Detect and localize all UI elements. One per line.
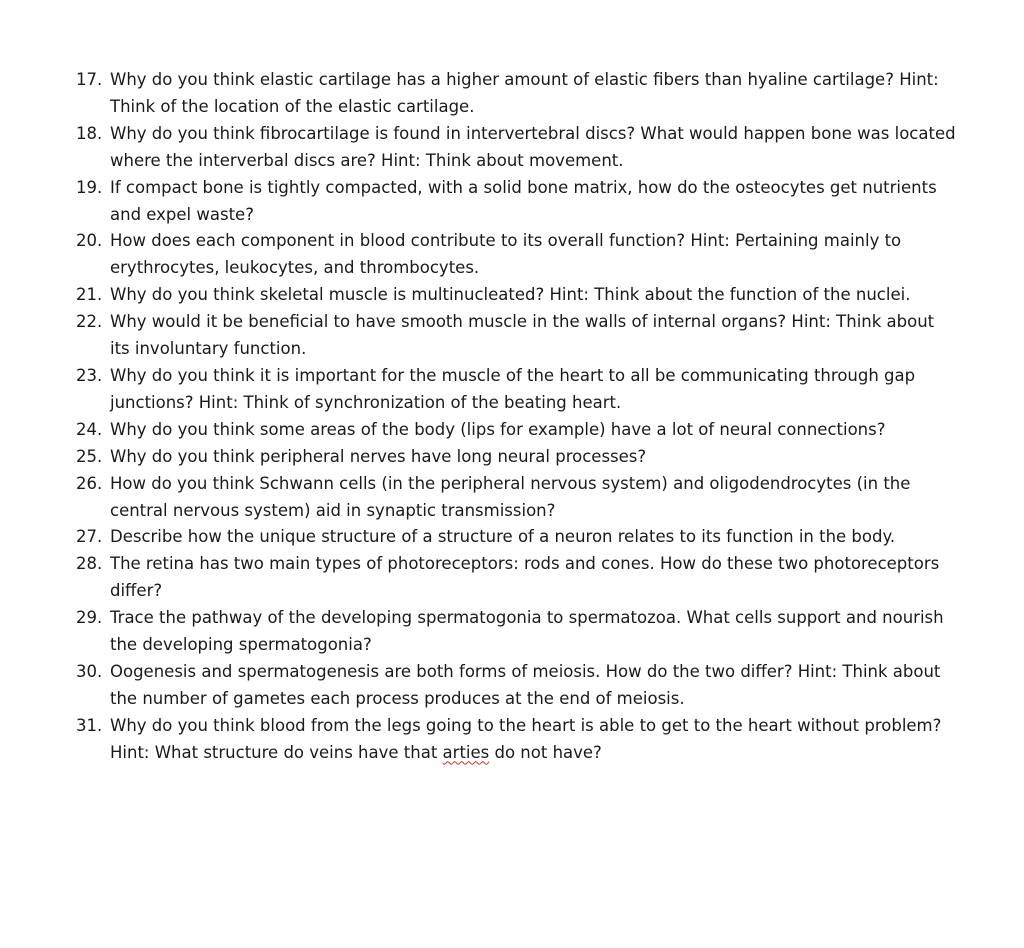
question-25 [76,444,956,471]
question-number: 18. [76,123,103,143]
question-number: 28. [76,554,103,574]
question-text: How do you think Schwann cells (in the peripheral nervous system) and oligodendrocytes (in the central nervous system) aid in synaptic transmission? [110,473,911,520]
question-19 [76,175,956,229]
question-30 [76,659,956,713]
question-text: Why do you think elastic cartilage has a higher amount of elastic fibers than hyaline cartilage? Hint: Think of the location of the elastic cartilage. [110,70,939,116]
question-27 [76,524,956,551]
question-text: Describe how the unique structure of a structure of a neuron relates to its function in the body. [110,527,896,547]
question-20 [76,228,956,282]
question-text: Why do you think skeletal muscle is multinucleated? Hint: Think about the function of the nuclei. [110,285,911,305]
question-number: 31. [76,715,103,735]
question-number: 24. [76,419,103,439]
question-number: 20. [76,231,103,251]
question-21 [76,282,956,309]
question-number: 30. [76,661,103,681]
question-number: 27. [76,527,103,547]
question-18 [76,121,956,175]
question-17 [76,67,956,121]
question-number: 19. [76,177,103,197]
question-28 [76,551,956,605]
question-23 [76,363,956,417]
question-31 [76,713,956,767]
question-number: 26. [76,473,103,493]
question-number: 25. [76,446,103,466]
question-22 [76,309,956,363]
question-text: The retina has two main types of photoreceptors: rods and cones. How do these two photoreceptors differ? [110,554,940,601]
misspelled-word[interactable]: arties [442,742,490,762]
question-number: 21. [76,285,103,305]
question-text-end: do not have? [489,742,602,762]
question-text: If compact bone is tightly compacted, with a solid bone matrix, how do the osteocytes get nutrients and expel waste? [110,177,937,224]
question-list [76,67,956,767]
question-number: 17. [76,70,103,89]
question-text: How does each component in blood contribute to its overall function? Hint: Pertaining mainly to erythrocytes, leukocytes, and thrombocytes. [110,231,902,278]
question-29 [76,605,956,659]
question-text: Why do you think some areas of the body (lips for example) have a lot of neural connections? [110,419,886,439]
question-text: Why do you think peripheral nerves have long neural processes? [110,446,647,466]
question-text: Why would it be beneficial to have smooth muscle in the walls of internal organs? Hint: Think about its involuntary function. [110,312,935,359]
question-number: 22. [76,312,103,332]
question-number: 29. [76,608,103,628]
question-text: Trace the pathway of the developing spermatogonia to spermatozoa. What cells support and nourish the developing spermatogonia? [110,608,944,655]
question-text: Why do you think fibrocartilage is found in intervertebral discs? What would happen bone was located where the interverbal discs are? Hint: Think about movement. [110,123,956,170]
question-text: Oogenesis and spermatogenesis are both forms of meiosis. How do the two differ? Hint: Think about the number of gametes each process produces at the end of meiosis. [110,661,941,708]
question-text-start: Why do you think blood from the legs going to the heart is able to get to the heart without problem? Hint: What structure do veins have that [110,715,942,762]
question-24 [76,417,956,444]
question-26 [76,471,956,525]
question-text: Why do you think it is important for the muscle of the heart to all be communicating through gap junctions? Hint: Think of synchronization of the beating heart. [110,365,916,412]
question-number: 23. [76,365,103,385]
question-text [110,713,956,767]
